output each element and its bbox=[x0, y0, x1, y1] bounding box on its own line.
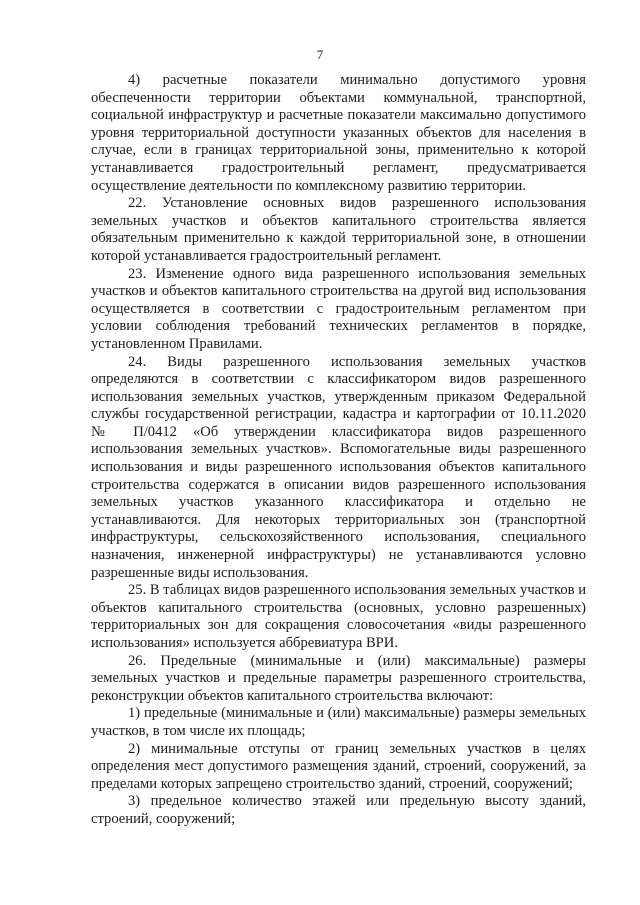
paragraph-24: 24. Виды разрешенного использования земельных участков определяются в соответствии с классификатором видов разрешенного использования земельных участков, утвержденным приказом Федеральной службы государственной регистрации, кадастра и картографии от 10.11.2020 № П/0412 «Об утверждении классификатора видов разрешенного использования земельных участков». Вспомогательные виды разрешенного использования и виды разрешенного использования объектов капитального строительства содержатся в описании видов разрешенного использования земельных участков указанного классификатора и отдельно не устанавливаются. Для некоторых территориальных зон (транспортной инфраструктуры, сельскохозяйственного использования, специального назначения, инженерной инфраструктуры) не устанавливаются условно разрешенные виды использования. bbox=[91, 353, 586, 581]
page-number: 7 bbox=[316, 47, 324, 62]
paragraph-26-item-2: 2) минимальные отступы от границ земельных участков в целях определения мест допустимого размещения зданий, строений, сооружений, за пределами которых запрещено строительство зданий, строений, сооружений; bbox=[91, 740, 586, 792]
document-body bbox=[91, 72, 586, 829]
paragraph-26-item-3: 3) предельное количество этажей или предельную высоту зданий, строений, сооружений; bbox=[91, 793, 586, 827]
paragraph-25: 25. В таблицах видов разрешенного использования земельных участков и объектов капитального строительства (основных, условно разрешенных) территориальных зон для сокращения словосочетания «виды разрешенного использования» используется аббревиатура ВРИ. bbox=[91, 582, 586, 651]
paragraph-item-4: 4) расчетные показатели минимально допустимого уровня обеспеченности территории объектами коммунальной, транспортной, социальной инфраструктур и расчетные показатели максимально допустимого уровня территориальной доступности указанных объектов для населения в случае, если в границах территориальной зоны, применительно к которой устанавливается градостроительный регламент, предусматривается осуществление деятельности по комплексному развитию территории. bbox=[91, 72, 586, 194]
paragraph-22: 22. Установление основных видов разрешенного использования земельных участков и объектов капитального строительства является обязательным применительно к каждой территориальной зоне, в отношении которой устанавливается градостроительный регламент. bbox=[91, 195, 586, 264]
paragraph-26: 26. Предельные (минимальные и (или) максимальные) размеры земельных участков и предельные параметры разрешенного строительства, реконструкции объектов капитального строительства включают: bbox=[91, 652, 586, 704]
paragraph-23: 23. Изменение одного вида разрешенного использования земельных участков и объектов капитального строительства на другой вид использования осуществляется в соответствии с градостроительным регламентом при условии соблюдения требований технических регламентов в порядке, установленном Правилами. bbox=[91, 265, 586, 352]
paragraph-26-item-1: 1) предельные (минимальные и (или) максимальные) размеры земельных участков, в том числе их площадь; bbox=[91, 705, 586, 739]
